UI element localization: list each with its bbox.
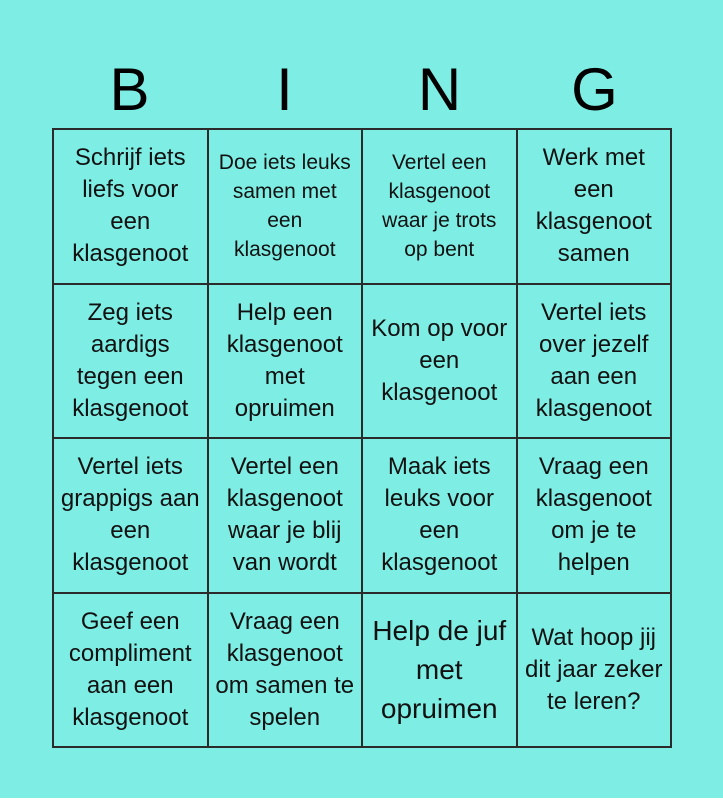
bingo-cell[interactable] [53,438,208,593]
bingo-cell[interactable] [53,593,208,748]
bingo-cell-text: Wat hoop jij dit jaar zeker te leren? [525,623,663,715]
bingo-cell-text: Werk met een klasgenoot samen [535,144,652,268]
header-letter-b: B [109,56,150,123]
bingo-cell[interactable] [53,284,208,439]
bingo-cell[interactable] [362,593,517,748]
bingo-header [52,52,672,128]
bingo-cell[interactable] [53,129,208,284]
bingo-cell[interactable] [362,438,517,593]
bingo-cell[interactable] [517,129,672,284]
bingo-cell[interactable] [517,438,672,593]
bingo-cell-text: Help een klasgenoot met opruimen [226,298,343,422]
header-letter-n: N [417,56,462,123]
bingo-cell[interactable] [517,284,672,439]
bingo-cell[interactable] [362,284,517,439]
bingo-cell[interactable] [208,284,363,439]
bingo-cell[interactable] [208,129,363,284]
bingo-cell[interactable] [362,129,517,284]
bingo-cell-text: Zeg iets aardigs tegen een klasgenoot [72,298,189,422]
bingo-cell[interactable] [208,438,363,593]
bingo-cell[interactable] [517,593,672,748]
bingo-cell-text: Geef een compliment aan een klasgenoot [68,607,192,731]
bingo-cell-text: Vertel iets grappigs aan een klasgenoot [60,453,200,577]
bingo-grid [52,128,672,748]
bingo-cell-text: Schrijf iets liefs voor een klasgenoot [72,144,189,268]
header-letter-g: G [571,56,618,123]
header-letter-i: I [276,56,293,123]
bingo-cell[interactable] [208,593,363,748]
bingo-cell-text: Maak iets leuks voor een klasgenoot [381,453,498,577]
bingo-cell-text: Doe iets leuks samen met een klasgenoot [218,151,351,262]
bingo-cell-text: Vraag een klasgenoot om samen te spelen [215,607,355,731]
bingo-cell-text: Vertel een klasgenoot waar je blij van wordt [226,453,343,577]
bingo-cell-text: Kom op voor een klasgenoot [371,314,508,406]
bingo-cell-text: Vraag een klasgenoot om je te helpen [535,453,652,577]
bingo-cell-text: Help de juf met opruimen [372,615,507,725]
bingo-cell-text: Vertel een klasgenoot waar je trots op bent [382,151,497,262]
bingo-cell-text: Vertel iets over jezelf aan een klasgenoot [535,298,652,422]
